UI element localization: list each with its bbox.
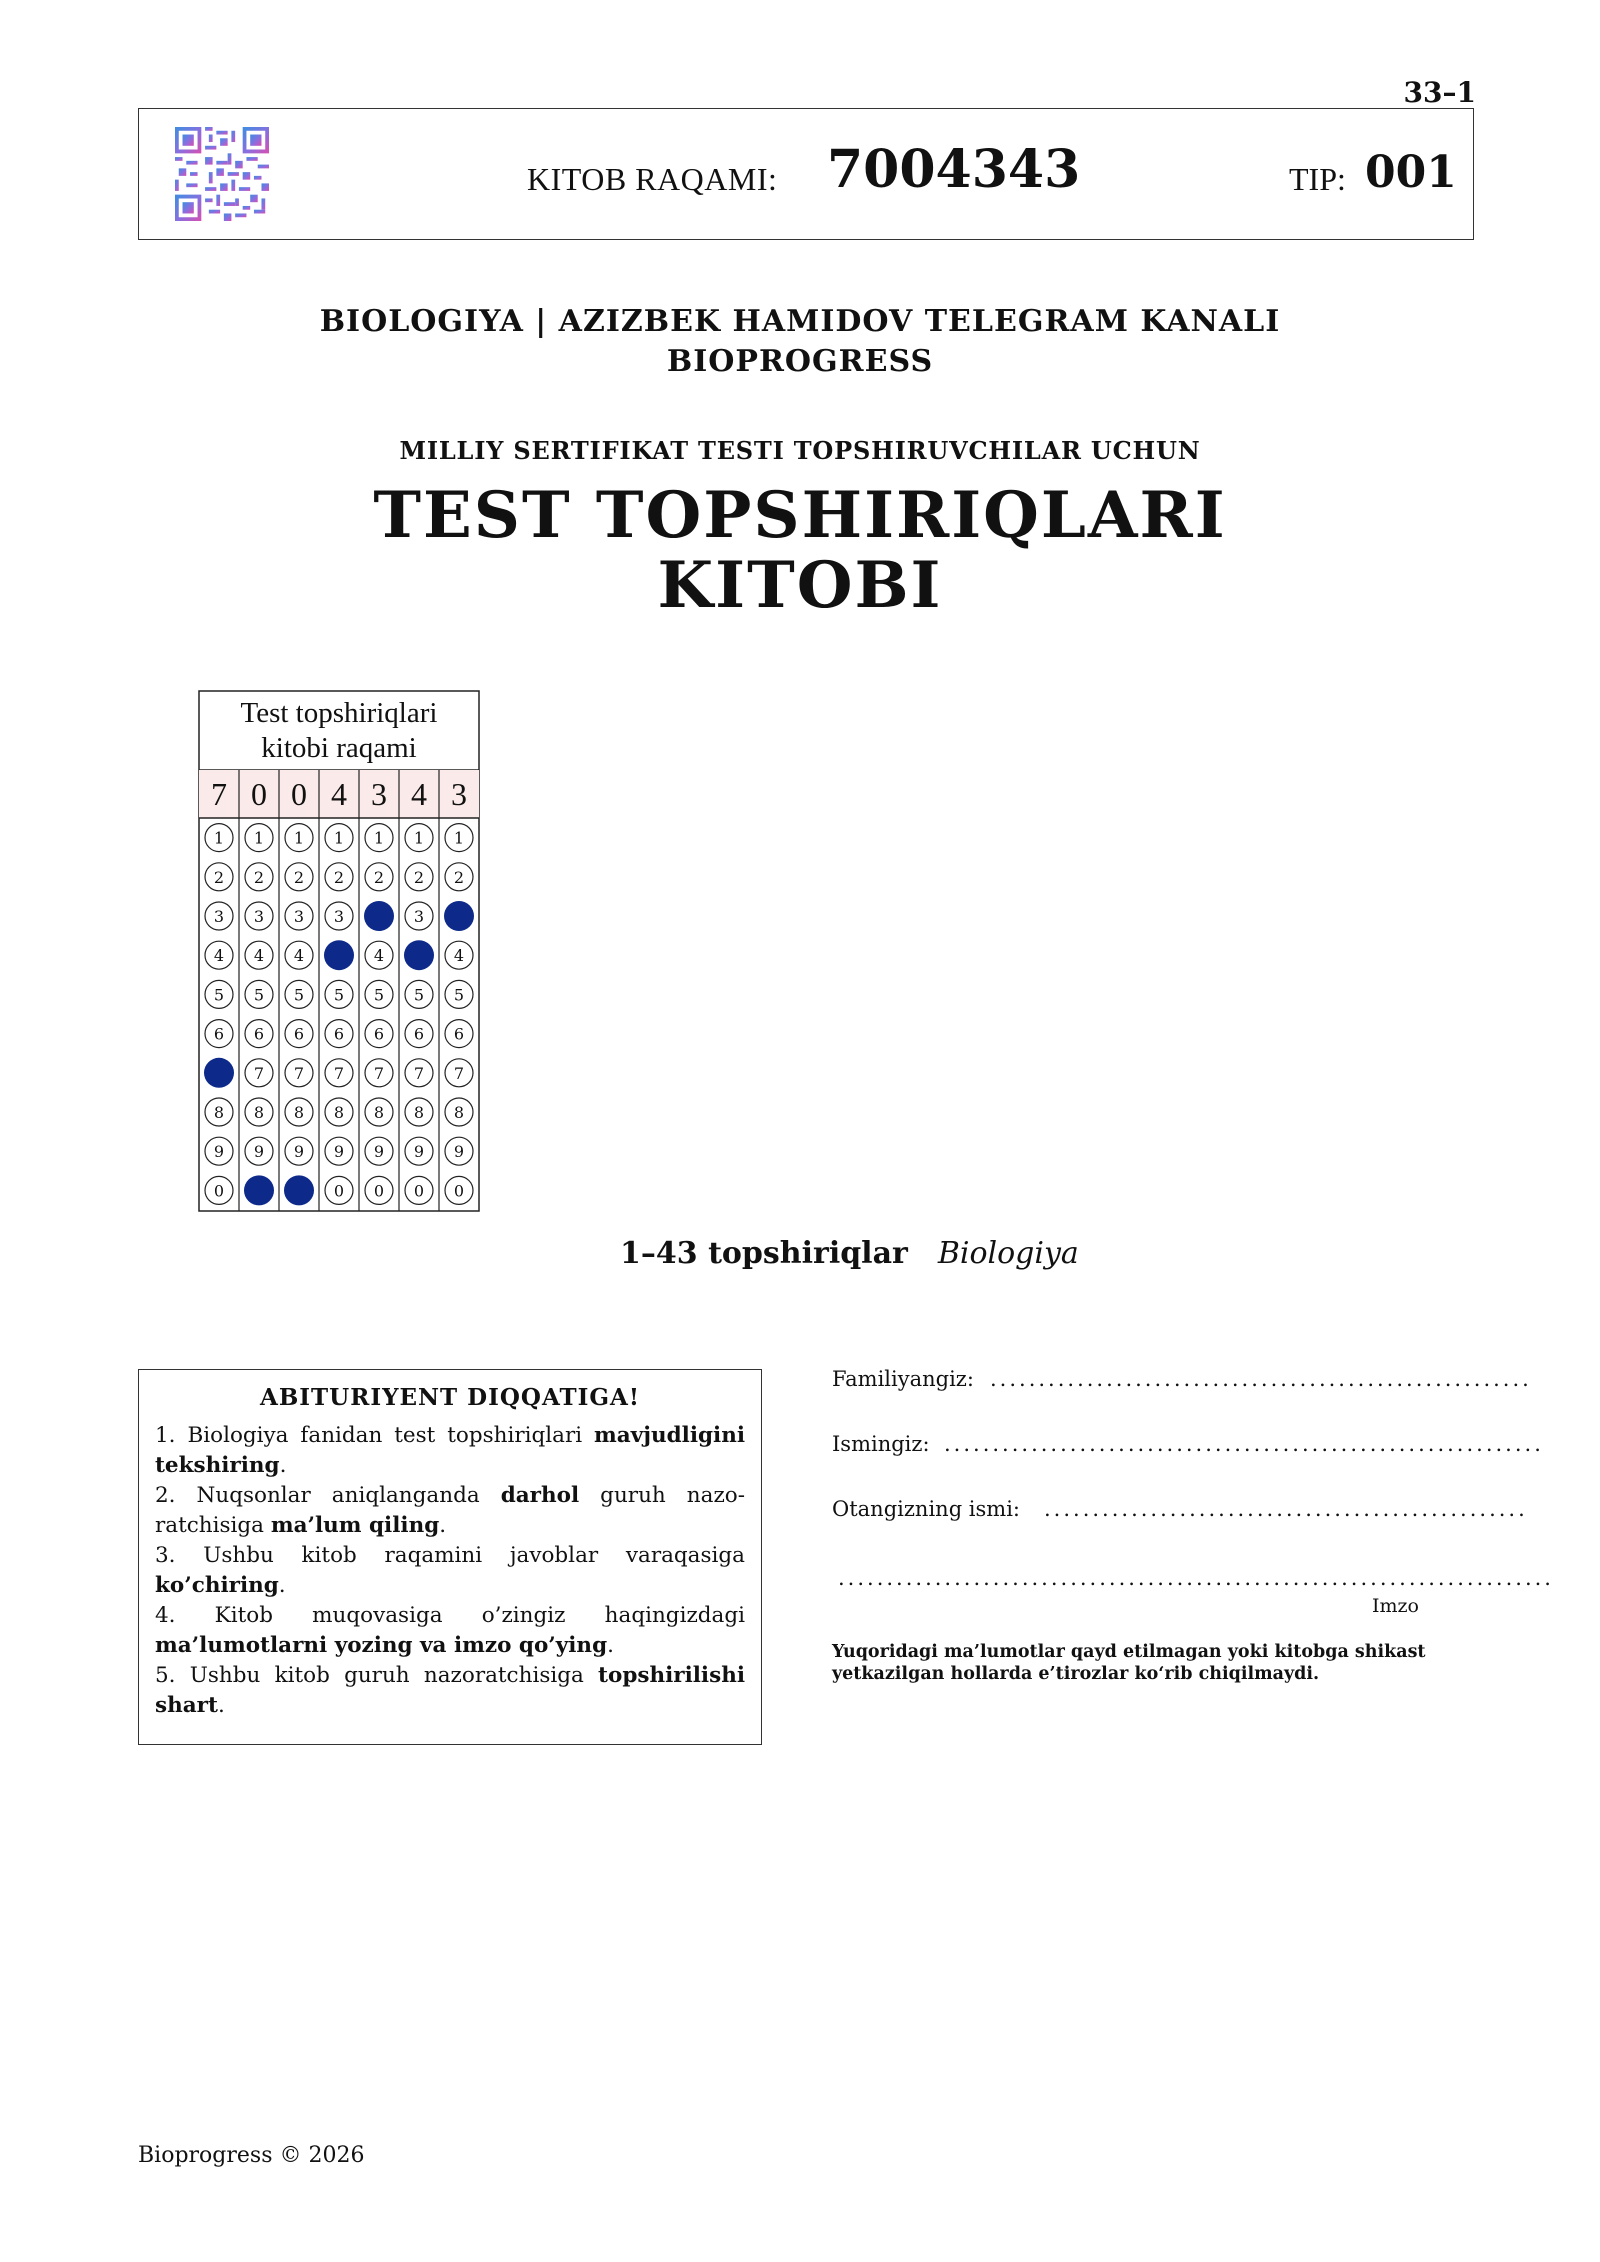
grid-bubble-label: 6: [413, 1024, 425, 1044]
grid-bubble-label: 0: [213, 1181, 225, 1201]
grid-bubble-label: 5: [373, 985, 385, 1005]
rule-text: .: [278, 1573, 286, 1598]
grid-bubble-label: 0: [453, 1181, 465, 1201]
book-number-label: KITOB RAQAMI:: [527, 161, 778, 197]
grid-bubble-label: 8: [373, 1103, 385, 1122]
name-field[interactable]: ..............................................................: [944, 1432, 1544, 1456]
grid-bubble-filled[interactable]: [204, 1058, 234, 1088]
father-name-label: Otangizning ismi:: [832, 1497, 1021, 1521]
rule-text: .: [607, 1633, 614, 1658]
father-name-field[interactable]: ..................................................: [1044, 1497, 1528, 1521]
grid-bubble-label: 9: [453, 1142, 465, 1162]
grid-bubble-label: 9: [333, 1142, 345, 1162]
grid-bubble-label: 2: [293, 867, 305, 887]
footer-copyright: Bioprogress © 2026: [138, 2143, 365, 2168]
grid-bubble-label: 5: [453, 985, 465, 1005]
grid-bubble-label: 1: [413, 828, 425, 848]
grid-bubble-label: 8: [413, 1103, 425, 1122]
grid-digit-header: 3: [451, 776, 467, 812]
tip-value: 001: [1365, 147, 1457, 198]
grid-bubble-label: 4: [213, 946, 225, 966]
signature-label: Imzo: [1372, 1595, 1419, 1617]
grid-bubble-filled[interactable]: [404, 940, 434, 970]
grid-bubble-label: 9: [413, 1142, 425, 1162]
rule-text: .: [279, 1453, 287, 1478]
grid-bubble-label: 1: [293, 828, 305, 848]
page-number: 33–1: [1403, 76, 1476, 109]
grid-bubble-label: 8: [293, 1103, 305, 1122]
surname-field[interactable]: ........................................................: [990, 1367, 1532, 1391]
grid-bubble-label: 8: [213, 1103, 225, 1122]
rule-text: .: [217, 1693, 225, 1718]
main-title-line1: TEST TOPSHIRIQLARI: [373, 478, 1227, 553]
rule-text: 3. Ushbu kitob raqamini javoblar varaqasiga: [155, 1543, 745, 1568]
grid-bubble-label: 4: [453, 946, 465, 966]
qr-code-icon: [175, 127, 269, 221]
grid-bubble-label: 6: [373, 1024, 385, 1044]
attention-rule: [155, 1661, 745, 1721]
attention-rule: [155, 1541, 745, 1601]
rule-emphasis: ma’lumotlarni yozing va imzo qo’ying: [155, 1633, 608, 1658]
grid-bubble-label: 9: [213, 1142, 225, 1162]
grid-bubble-label: 9: [293, 1142, 305, 1162]
rule-text: 2. Nuqsonlar aniqlanganda: [155, 1483, 501, 1508]
grid-bubble-label: 2: [253, 867, 265, 887]
grid-bubble-label: 6: [333, 1024, 345, 1044]
task-range-label: 1–43 topshiriqlar: [620, 1236, 908, 1271]
grid-bubble-label: 0: [333, 1181, 345, 1201]
grid-bubble-label: 7: [413, 1063, 425, 1083]
tip-label: TIP:: [1289, 161, 1346, 197]
rule-text: 5. Ushbu kitob guruh nazoratchisiga: [155, 1663, 599, 1688]
exam-subtitle: MILLIY SERTIFIKAT TESTI TOPSHIRUVCHILAR UCHUN: [399, 436, 1201, 465]
grid-bubble-label: 7: [293, 1063, 305, 1083]
main-title-line2: KITOBI: [657, 548, 943, 623]
grid-bubble-label: 1: [333, 828, 345, 848]
rule-emphasis: topshirilishi shart: [155, 1663, 745, 1718]
grid-bubble-label: 5: [213, 985, 225, 1005]
grid-bubble-label: 0: [373, 1181, 385, 1201]
grid-bubble-filled[interactable]: [444, 901, 474, 931]
subject-label: Biologiya: [937, 1236, 1079, 1271]
attention-box: [138, 1369, 762, 1745]
grid-bubble-label: 2: [213, 867, 225, 887]
grid-bubble-label: 0: [413, 1181, 425, 1201]
grid-bubble-label: 5: [253, 985, 265, 1005]
grid-digit-header: 4: [411, 776, 427, 812]
grid-digit-header: 3: [371, 776, 387, 812]
grid-bubble-label: 8: [333, 1103, 345, 1122]
grid-bubble-filled[interactable]: [244, 1175, 274, 1205]
grid-digit-header: 4: [331, 776, 347, 812]
grid-bubble-label: 5: [333, 985, 345, 1005]
grid-digit-header: 0: [251, 776, 267, 812]
grid-bubble-label: 7: [253, 1063, 265, 1083]
grid-bubble-label: 7: [373, 1063, 385, 1083]
disclaimer: Yuqoridagi ma’lumotlar qayd etilmagan yoki kitobga shikast yetkazilgan hollarda e’tirozlar ko‘rib chiqilmaydi.: [832, 1642, 1426, 1684]
name-label: Ismingiz:: [832, 1432, 930, 1456]
grid-bubble-label: 1: [453, 828, 465, 848]
rule-emphasis: ma’lum qiling: [270, 1513, 440, 1538]
task-range: [620, 1236, 1079, 1271]
grid-bubble-label: 2: [453, 867, 465, 887]
grid-bubble-label: 3: [213, 907, 225, 926]
grid-bubble-label: 1: [373, 828, 385, 848]
rule-text: 4. Kitob muqovasiga o’zingiz haqingizdagi: [155, 1603, 745, 1628]
grid-bubble-label: 2: [413, 867, 425, 887]
rule-text: guruh nazoratchisiga: [155, 1483, 745, 1538]
attention-title: ABITURIYENT DIQQATIGA!: [259, 1384, 640, 1411]
grid-bubble-label: 3: [253, 907, 265, 926]
book-number: 7004343: [827, 139, 1081, 200]
attention-rule: [155, 1601, 745, 1661]
grid-bubble-label: 5: [413, 985, 425, 1005]
grid-bubble-label: 6: [253, 1024, 265, 1044]
grid-bubble-label: 6: [293, 1024, 305, 1044]
rule-emphasis: darhol: [500, 1483, 580, 1508]
grid-bubble-label: 3: [413, 907, 425, 926]
grid-bubble-filled[interactable]: [284, 1175, 314, 1205]
attention-rules: [155, 1421, 745, 1721]
grid-digit-header: 7: [211, 776, 227, 812]
rule-emphasis: mavjudligini tekshiring: [155, 1423, 745, 1478]
grid-bubble-label: 8: [453, 1103, 465, 1122]
rule-text: .: [439, 1513, 447, 1538]
grid-bubble-label: 1: [253, 828, 265, 848]
grid-bubble-label: 8: [253, 1103, 265, 1122]
grid-caption-line2: kitobi raqami: [261, 732, 417, 764]
grid-bubble-label: 3: [333, 907, 345, 926]
grid-bubble-filled[interactable]: [324, 940, 354, 970]
publisher-subtitle: BIOPROGRESS: [666, 344, 934, 379]
grid-bubble-label: 2: [333, 867, 345, 887]
attention-rule: [155, 1421, 745, 1481]
grid-bubble-label: 9: [373, 1142, 385, 1162]
grid-bubble-label: 7: [453, 1063, 465, 1083]
grid-bubble-label: 2: [373, 867, 385, 887]
grid-bubble-label: 3: [293, 907, 305, 926]
grid-bubble-label: 4: [373, 946, 385, 966]
grid-bubble-filled[interactable]: [364, 901, 394, 931]
surname-label: Familiyangiz:: [832, 1367, 974, 1391]
grid-bubble-label: 4: [253, 946, 265, 966]
grid-bubble-label: 1: [213, 828, 225, 848]
grid-bubble-label: 6: [213, 1024, 225, 1044]
publisher-title: BIOLOGIYA | AZIZBEK HAMIDOV TELEGRAM KANALI: [319, 304, 1281, 339]
grid-bubble-label: 7: [333, 1063, 345, 1083]
rule-emphasis: ko’chiring: [155, 1573, 279, 1598]
attention-rule: [155, 1481, 745, 1541]
grid-caption-line1: Test topshiriqlari: [240, 697, 438, 729]
grid-digit-header: 0: [291, 776, 307, 812]
grid-bubble-label: 4: [293, 946, 305, 966]
book-number-bubble-grid: [198, 690, 480, 1212]
rule-text: 1. Biologiya fanidan test topshiriqlari: [155, 1423, 595, 1448]
header-box: [138, 108, 1474, 240]
grid-bubble-label: 9: [253, 1142, 265, 1162]
grid-bubble-label: 6: [453, 1024, 465, 1044]
signature-field[interactable]: ..........................................................................: [838, 1566, 1554, 1590]
grid-bubble-label: 5: [293, 985, 305, 1005]
